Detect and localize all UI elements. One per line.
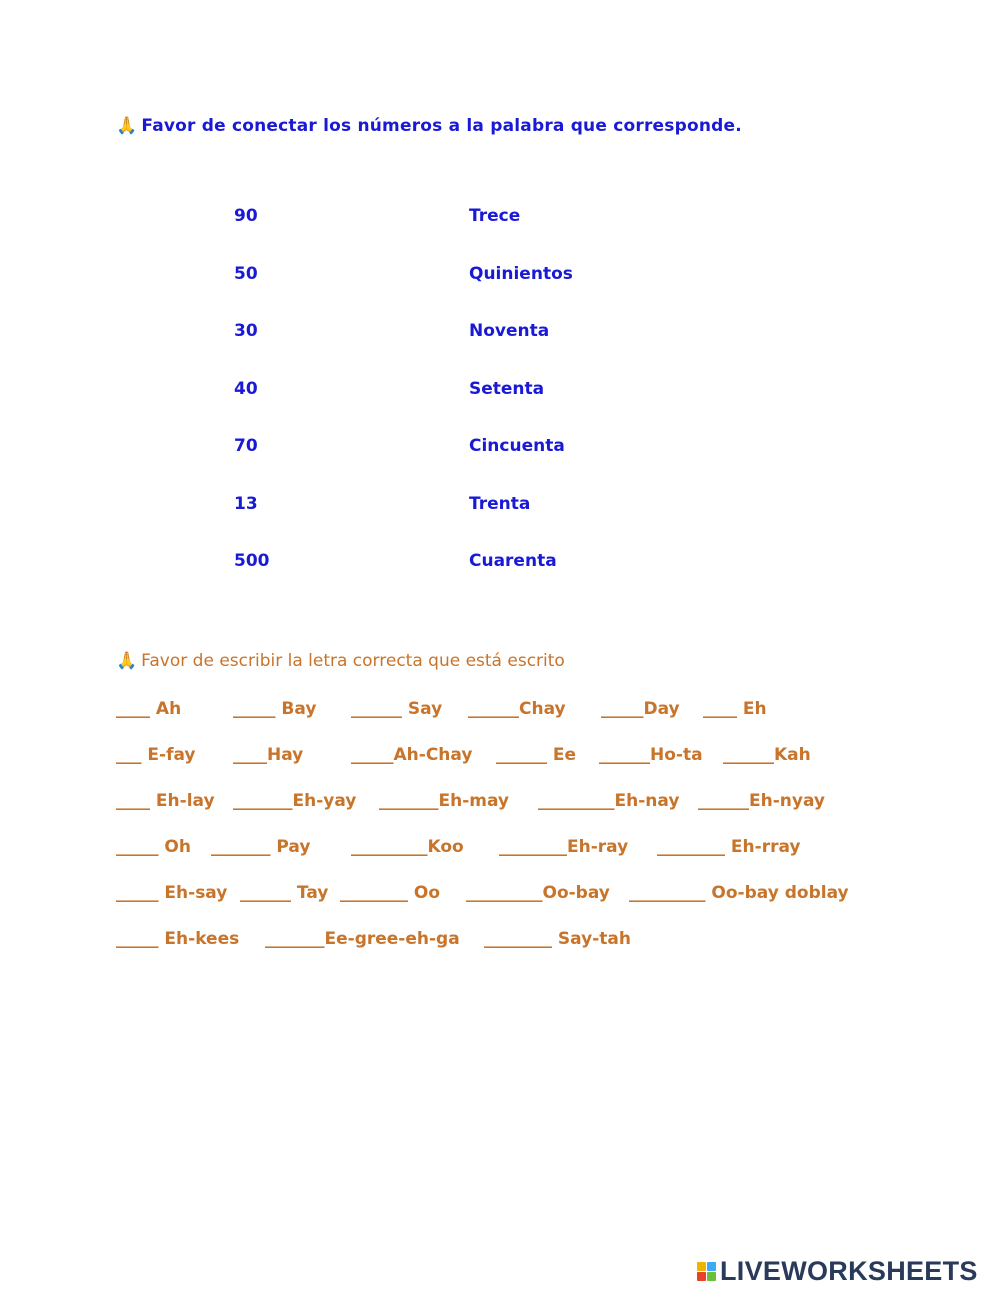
word-label[interactable]: Cincuenta bbox=[469, 436, 565, 456]
letter-row bbox=[0, 883, 1000, 909]
letter-blank[interactable]: ___ E-fay bbox=[116, 745, 196, 765]
letter-blank[interactable]: _____Day bbox=[601, 699, 680, 719]
word-label[interactable]: Noventa bbox=[469, 321, 550, 341]
letter-blank[interactable]: ______ Tay bbox=[240, 883, 329, 903]
match-row bbox=[0, 264, 600, 294]
letter-blank[interactable]: _______Eh-yay bbox=[233, 791, 357, 811]
letter-blank[interactable]: ________ Eh-rray bbox=[657, 837, 801, 857]
match-row bbox=[0, 206, 600, 236]
letter-blank[interactable]: ____ Eh-lay bbox=[116, 791, 215, 811]
number-label[interactable]: 70 bbox=[234, 436, 258, 456]
letter-blank[interactable]: _________Oo-bay bbox=[466, 883, 610, 903]
number-label[interactable]: 500 bbox=[234, 551, 270, 571]
match-row bbox=[0, 379, 600, 409]
logo-tile bbox=[707, 1262, 716, 1271]
word-label[interactable]: Trenta bbox=[469, 494, 531, 514]
letter-row bbox=[0, 837, 1000, 863]
logo-tile bbox=[707, 1272, 716, 1281]
logo-tile bbox=[697, 1272, 706, 1281]
letter-blank[interactable]: ______Eh-nyay bbox=[698, 791, 825, 811]
letter-blank[interactable]: ______ Ee bbox=[496, 745, 577, 765]
letter-blank[interactable]: ____ Ah bbox=[116, 699, 182, 719]
letter-blank[interactable]: _______ Pay bbox=[211, 837, 311, 857]
section1-title-text: Favor de conectar los números a la palabra que corresponde. bbox=[141, 116, 742, 136]
letter-row bbox=[0, 929, 1000, 955]
word-label[interactable]: Trece bbox=[469, 206, 521, 226]
letter-blank[interactable]: _______Eh-may bbox=[379, 791, 510, 811]
logo-tile bbox=[697, 1262, 706, 1271]
letter-blank[interactable]: ______Chay bbox=[468, 699, 566, 719]
praying-hands-icon: 🙏 bbox=[116, 651, 138, 671]
match-row bbox=[0, 551, 600, 581]
number-label[interactable]: 13 bbox=[234, 494, 258, 514]
number-label[interactable]: 50 bbox=[234, 264, 258, 284]
match-row bbox=[0, 436, 600, 466]
letter-blank[interactable]: _____Ah-Chay bbox=[351, 745, 473, 765]
letter-row bbox=[0, 699, 1000, 725]
praying-hands-icon: 🙏 bbox=[116, 116, 138, 136]
section1-title bbox=[116, 116, 742, 136]
number-label[interactable]: 40 bbox=[234, 379, 258, 399]
letter-row bbox=[0, 791, 1000, 817]
word-label[interactable]: Quinientos bbox=[469, 264, 573, 284]
letter-blank[interactable]: ______Kah bbox=[723, 745, 811, 765]
letter-row bbox=[0, 745, 1000, 771]
letter-blank[interactable]: ________ Oo bbox=[340, 883, 441, 903]
section2-title-text: Favor de escribir la letra correcta que está escrito bbox=[141, 651, 565, 671]
letter-blank[interactable]: _________Koo bbox=[351, 837, 464, 857]
word-label[interactable]: Cuarenta bbox=[469, 551, 557, 571]
letter-blank[interactable]: _________Eh-nay bbox=[538, 791, 680, 811]
letter-blank[interactable]: _____ Oh bbox=[116, 837, 191, 857]
section2-title bbox=[116, 651, 565, 671]
letter-blank[interactable]: _________ Oo-bay doblay bbox=[629, 883, 849, 903]
match-row bbox=[0, 321, 600, 351]
letter-blank[interactable]: ____ Eh bbox=[703, 699, 767, 719]
number-label[interactable]: 90 bbox=[234, 206, 258, 226]
letter-blank[interactable]: ________ Say-tah bbox=[484, 929, 631, 949]
number-label[interactable]: 30 bbox=[234, 321, 258, 341]
letter-blank[interactable]: ________Eh-ray bbox=[499, 837, 629, 857]
word-label[interactable]: Setenta bbox=[469, 379, 545, 399]
letter-blank[interactable]: _______Ee-gree-eh-ga bbox=[265, 929, 460, 949]
match-row bbox=[0, 494, 600, 524]
letter-blank[interactable]: ______Ho-ta bbox=[599, 745, 703, 765]
liveworksheets-logo bbox=[697, 1256, 978, 1287]
logo-text: LIVEWORKSHEETS bbox=[720, 1256, 978, 1286]
letter-blank[interactable]: ______ Say bbox=[351, 699, 443, 719]
logo-tiles-icon bbox=[697, 1262, 716, 1281]
letter-blank[interactable]: _____ Eh-kees bbox=[116, 929, 240, 949]
letter-blank[interactable]: _____ Bay bbox=[233, 699, 317, 719]
letter-blank[interactable]: ____Hay bbox=[233, 745, 304, 765]
letter-blank[interactable]: _____ Eh-say bbox=[116, 883, 228, 903]
